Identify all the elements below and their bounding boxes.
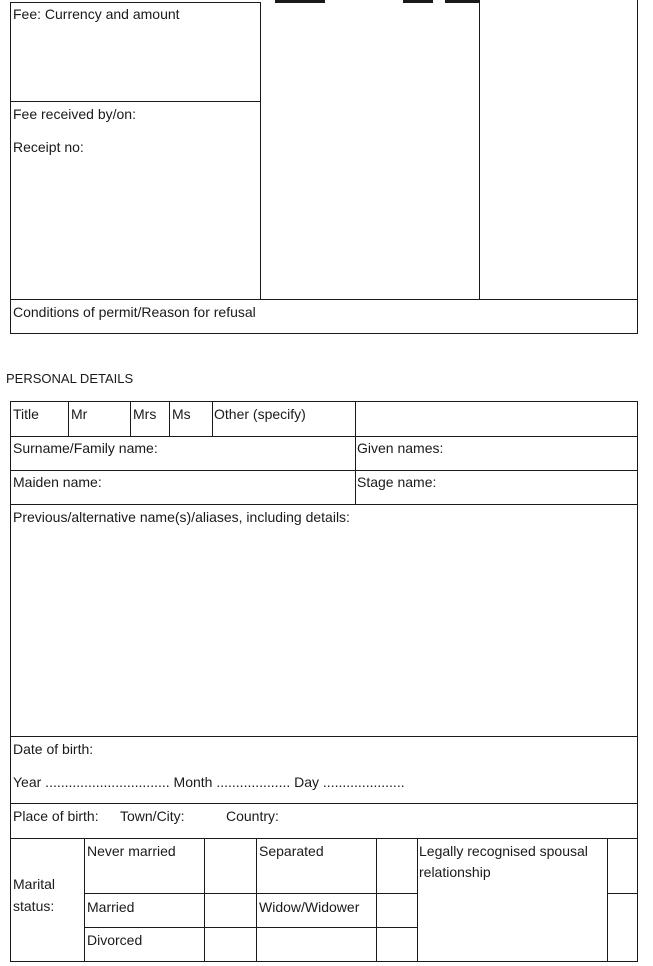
country-label: Country: (226, 808, 279, 824)
town-city-label: Town/City: (120, 808, 185, 824)
rule (84, 838, 85, 962)
title-other-field[interactable] (356, 402, 637, 436)
conditions-label: Conditions of permit/Reason for refusal (13, 304, 256, 320)
widow-checkbox[interactable] (377, 894, 417, 927)
rule (212, 401, 213, 436)
fee-currency-label: Fee: Currency and amount (13, 6, 180, 22)
title-label: Title (13, 406, 39, 422)
spousal-checkbox[interactable] (608, 839, 637, 893)
surname-label: Surname/Family name: (13, 440, 158, 456)
rule (10, 101, 261, 102)
marital-label-line2: status: (13, 898, 55, 914)
section-title: PERSONAL DETAILS (6, 371, 134, 386)
previous-names-label: Previous/alternative name(s)/aliases, including details: (13, 509, 350, 525)
place-of-birth-label: Place of birth: (13, 808, 99, 824)
rule (417, 838, 418, 962)
separated-checkbox[interactable] (377, 839, 417, 893)
married-label: Married (87, 899, 135, 915)
never-married-label: Never married (87, 843, 176, 859)
marital-label-line1: Marital (13, 876, 56, 892)
rule (10, 504, 638, 505)
separated-label: Separated (259, 843, 324, 859)
rule (10, 736, 638, 737)
rule (10, 2, 261, 3)
rule (10, 333, 638, 334)
rule (479, 0, 480, 300)
title-option-mr[interactable]: Mr (71, 406, 88, 422)
married-checkbox[interactable] (205, 894, 256, 927)
dob-line[interactable]: Year ................................ Month ................... Day ..................... (13, 774, 405, 790)
never-married-checkbox[interactable] (205, 839, 256, 893)
rule (10, 838, 638, 839)
given-names-field[interactable] (356, 453, 637, 470)
rule (256, 838, 257, 962)
stage-name-label: Stage name: (357, 474, 437, 490)
divorced-checkbox[interactable] (205, 928, 256, 961)
maiden-name-label: Maiden name: (13, 474, 102, 490)
receipt-no-label: Receipt no: (13, 139, 84, 155)
given-names-label: Given names: (357, 440, 444, 456)
rule (637, 401, 638, 962)
rule (607, 893, 638, 894)
dob-label: Date of birth: (13, 741, 94, 757)
rule (637, 0, 638, 334)
title-option-ms[interactable]: Ms (172, 406, 191, 422)
title-option-mrs[interactable]: Mrs (133, 406, 157, 422)
conditions-field[interactable] (11, 319, 637, 333)
rule (10, 961, 638, 962)
stage-name-field[interactable] (356, 487, 637, 504)
spousal-label-line2: relationship (419, 864, 491, 880)
rule (169, 401, 170, 436)
rule (130, 401, 131, 436)
title-option-other[interactable]: Other (specify) (214, 406, 306, 422)
fee-currency-field[interactable] (11, 20, 260, 100)
rule (68, 401, 69, 436)
official-stamp-area[interactable] (261, 3, 479, 299)
maiden-name-field[interactable] (11, 487, 355, 504)
previous-names-field[interactable] (11, 528, 637, 736)
rule (10, 436, 638, 437)
widow-label: Widow/Widower (259, 899, 360, 915)
rule (10, 299, 638, 300)
rule (10, 470, 638, 471)
spousal-label-line1: Legally recognised spousal (419, 843, 588, 859)
divorced-label: Divorced (87, 932, 143, 948)
fee-received-label: Fee received by/on: (13, 106, 136, 122)
surname-field[interactable] (11, 453, 355, 470)
rule (10, 803, 638, 804)
receipt-no-field[interactable] (11, 156, 260, 298)
